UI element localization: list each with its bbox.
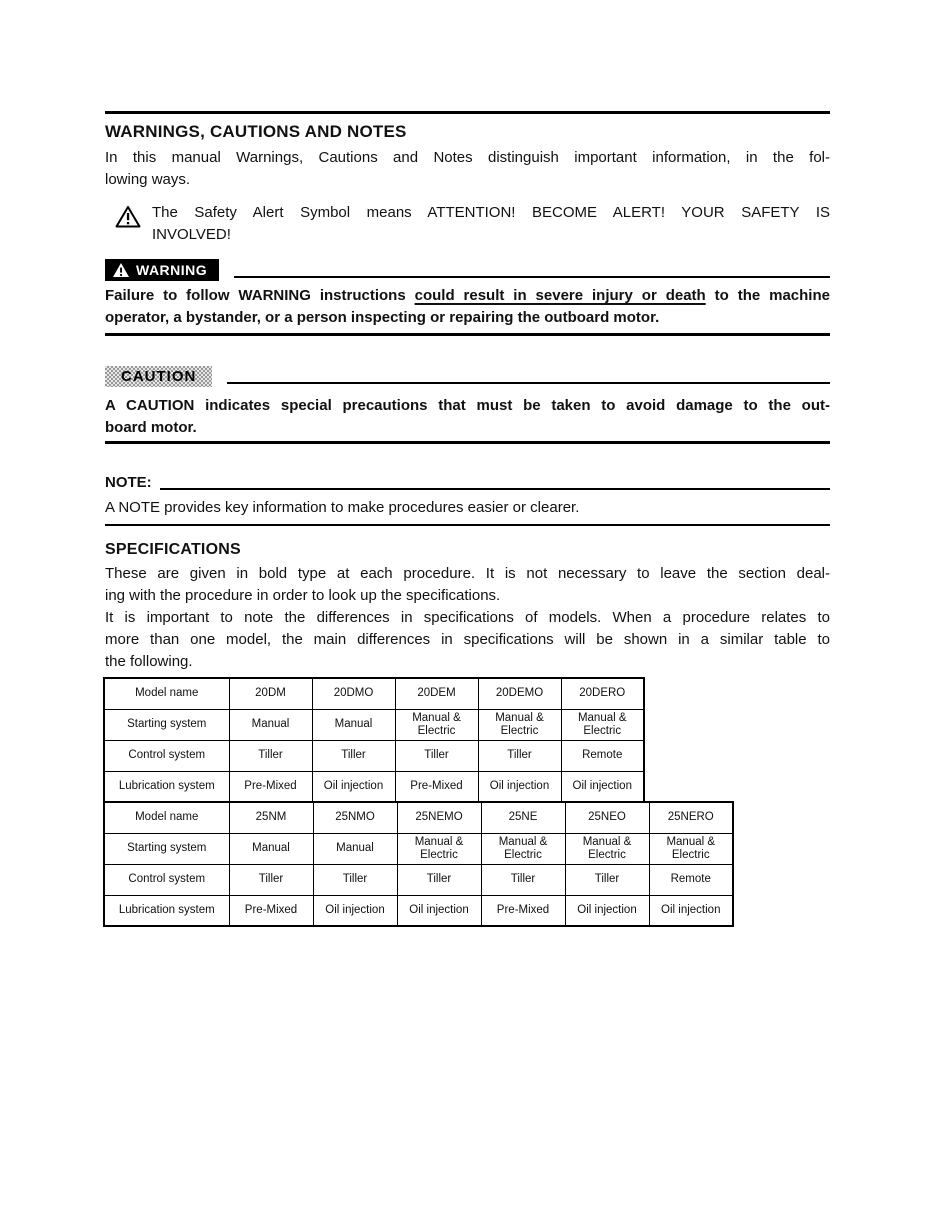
row-label-cell: Starting system: [104, 709, 229, 740]
warning-body-line-2: operator, a bystander, or a person inspecting or repairing the outboard motor.: [105, 309, 660, 326]
table-row: [104, 802, 733, 833]
spec-p2-line-2: more than one model, the main differences in specifications will be shown in a similar table to: [105, 631, 830, 648]
warning-header-row: [105, 259, 830, 281]
row-label-cell: Control system: [104, 864, 229, 895]
note-tail-rule: [160, 488, 830, 490]
table-row: [104, 740, 644, 771]
table-cell: 20DMO: [312, 678, 395, 709]
table-cell: Oil injection: [312, 771, 395, 802]
spec-p1-line-1: These are given in bold type at each procedure. It is not necessary to leave the section deal-: [105, 565, 830, 582]
table-cell: 25NEMO: [397, 802, 481, 833]
table-cell: Manual: [229, 709, 312, 740]
caution-tail-rule: [227, 382, 830, 384]
divider-rule: [105, 441, 830, 444]
table-cell: Tiller: [312, 740, 395, 771]
caution-body: [105, 395, 830, 439]
table-cell: 20DEM: [395, 678, 478, 709]
specifications-paragraph-1: [105, 563, 830, 607]
table-cell: Manual: [229, 833, 313, 864]
note-body: [105, 497, 830, 519]
table-row: [104, 709, 644, 740]
table-cell: 20DERO: [561, 678, 644, 709]
table-cell: Oil injection: [397, 895, 481, 926]
spec-table-20-series: [103, 677, 645, 803]
note-header-row: [105, 474, 830, 492]
table-cell: Oil injection: [313, 895, 397, 926]
table-cell: 20DM: [229, 678, 312, 709]
spec-table-25-series: [103, 801, 734, 927]
row-label-cell: Model name: [104, 802, 229, 833]
caution-body-line-2: board motor.: [105, 419, 197, 436]
section-title-warnings: WARNINGS, CAUTIONS AND NOTES: [105, 122, 407, 141]
divider-rule: [105, 333, 830, 336]
warning-body: [105, 285, 830, 329]
table-cell: Oil injection: [565, 895, 649, 926]
table-cell: Tiller: [229, 864, 313, 895]
warning-text-segment: Failure to follow WARNING instructions: [105, 287, 415, 304]
table-cell: Pre-Mixed: [395, 771, 478, 802]
safety-alert-line-1: The Safety Alert Symbol means ATTENTION! BECOME ALERT! YOUR SAFETY IS: [152, 204, 830, 221]
caution-header-row: [105, 366, 830, 387]
table-cell: Pre-Mixed: [229, 771, 312, 802]
safety-alert-line-2: INVOLVED!: [152, 226, 231, 243]
table-cell: Manual & Electric: [397, 833, 481, 864]
table-cell: Manual: [313, 833, 397, 864]
intro-line-2: lowing ways.: [105, 171, 191, 188]
safety-alert-text: [152, 202, 830, 246]
table-cell: 25NEO: [565, 802, 649, 833]
table-cell: Pre-Mixed: [229, 895, 313, 926]
table-row: [104, 864, 733, 895]
table-cell: Pre-Mixed: [481, 895, 565, 926]
table-row: [104, 833, 733, 864]
table-cell: 25NM: [229, 802, 313, 833]
row-label-cell: Lubrication system: [104, 771, 229, 802]
warning-triangle-icon: [113, 263, 129, 277]
table-cell: Manual: [312, 709, 395, 740]
note-label: NOTE:: [105, 474, 152, 491]
table-cell: Tiller: [313, 864, 397, 895]
warning-label: [105, 259, 219, 281]
row-label-cell: Model name: [104, 678, 229, 709]
table-cell: Manual & Electric: [395, 709, 478, 740]
table-cell: Manual & Electric: [478, 709, 561, 740]
table-cell: Tiller: [481, 864, 565, 895]
table-cell: Manual & Electric: [481, 833, 565, 864]
row-label-cell: Control system: [104, 740, 229, 771]
table-row: [104, 895, 733, 926]
table-cell: Oil injection: [478, 771, 561, 802]
table-cell: 25NERO: [649, 802, 733, 833]
row-label-cell: Starting system: [104, 833, 229, 864]
table-row: [104, 678, 644, 709]
table-row: [104, 771, 644, 802]
table-cell: Tiller: [565, 864, 649, 895]
table-cell: Tiller: [478, 740, 561, 771]
safety-alert-item: [105, 202, 830, 246]
table-cell: Tiller: [395, 740, 478, 771]
spec-p2-line-3: the following.: [105, 653, 193, 670]
table-cell: Oil injection: [649, 895, 733, 926]
table-cell: Remote: [561, 740, 644, 771]
divider-rule: [105, 524, 830, 526]
row-label-cell: Lubrication system: [104, 895, 229, 926]
intro-line-1: In this manual Warnings, Cautions and Notes distinguish important information, in the fol-: [105, 149, 830, 166]
table-cell: 25NMO: [313, 802, 397, 833]
intro-paragraph: [105, 147, 830, 191]
safety-alert-icon: [115, 202, 141, 246]
page-content: [105, 0, 830, 927]
caution-label: CAUTION: [105, 366, 212, 387]
caution-body-line-1: A CAUTION indicates special precautions that must be taken to avoid damage to the out-: [105, 397, 830, 414]
table-cell: Manual & Electric: [649, 833, 733, 864]
warning-label-text: WARNING: [136, 262, 208, 278]
warning-text-segment: to the machine: [705, 287, 830, 304]
spec-p2-line-1: It is important to note the differences in specifications of models. When a procedure relates to: [105, 609, 830, 626]
table-cell: Oil injection: [561, 771, 644, 802]
table-cell: Manual & Electric: [565, 833, 649, 864]
table-cell: Tiller: [229, 740, 312, 771]
warning-tail-rule: [234, 276, 830, 278]
table-cell: 25NE: [481, 802, 565, 833]
table-cell: Remote: [649, 864, 733, 895]
table-cell: 20DEMO: [478, 678, 561, 709]
warning-body-line-1: [105, 285, 830, 307]
note-body-line-1: A NOTE provides key information to make procedures easier or clearer.: [105, 499, 580, 516]
table-cell: Manual & Electric: [561, 709, 644, 740]
section-title-specifications: SPECIFICATIONS: [105, 541, 241, 558]
table-cell: Tiller: [397, 864, 481, 895]
spec-p1-line-2: ing with the procedure in order to look up the specifications.: [105, 587, 501, 604]
top-rule: [105, 111, 830, 114]
underlined-phrase: could result in severe injury or death: [414, 287, 706, 304]
specifications-paragraph-2: [105, 607, 830, 673]
